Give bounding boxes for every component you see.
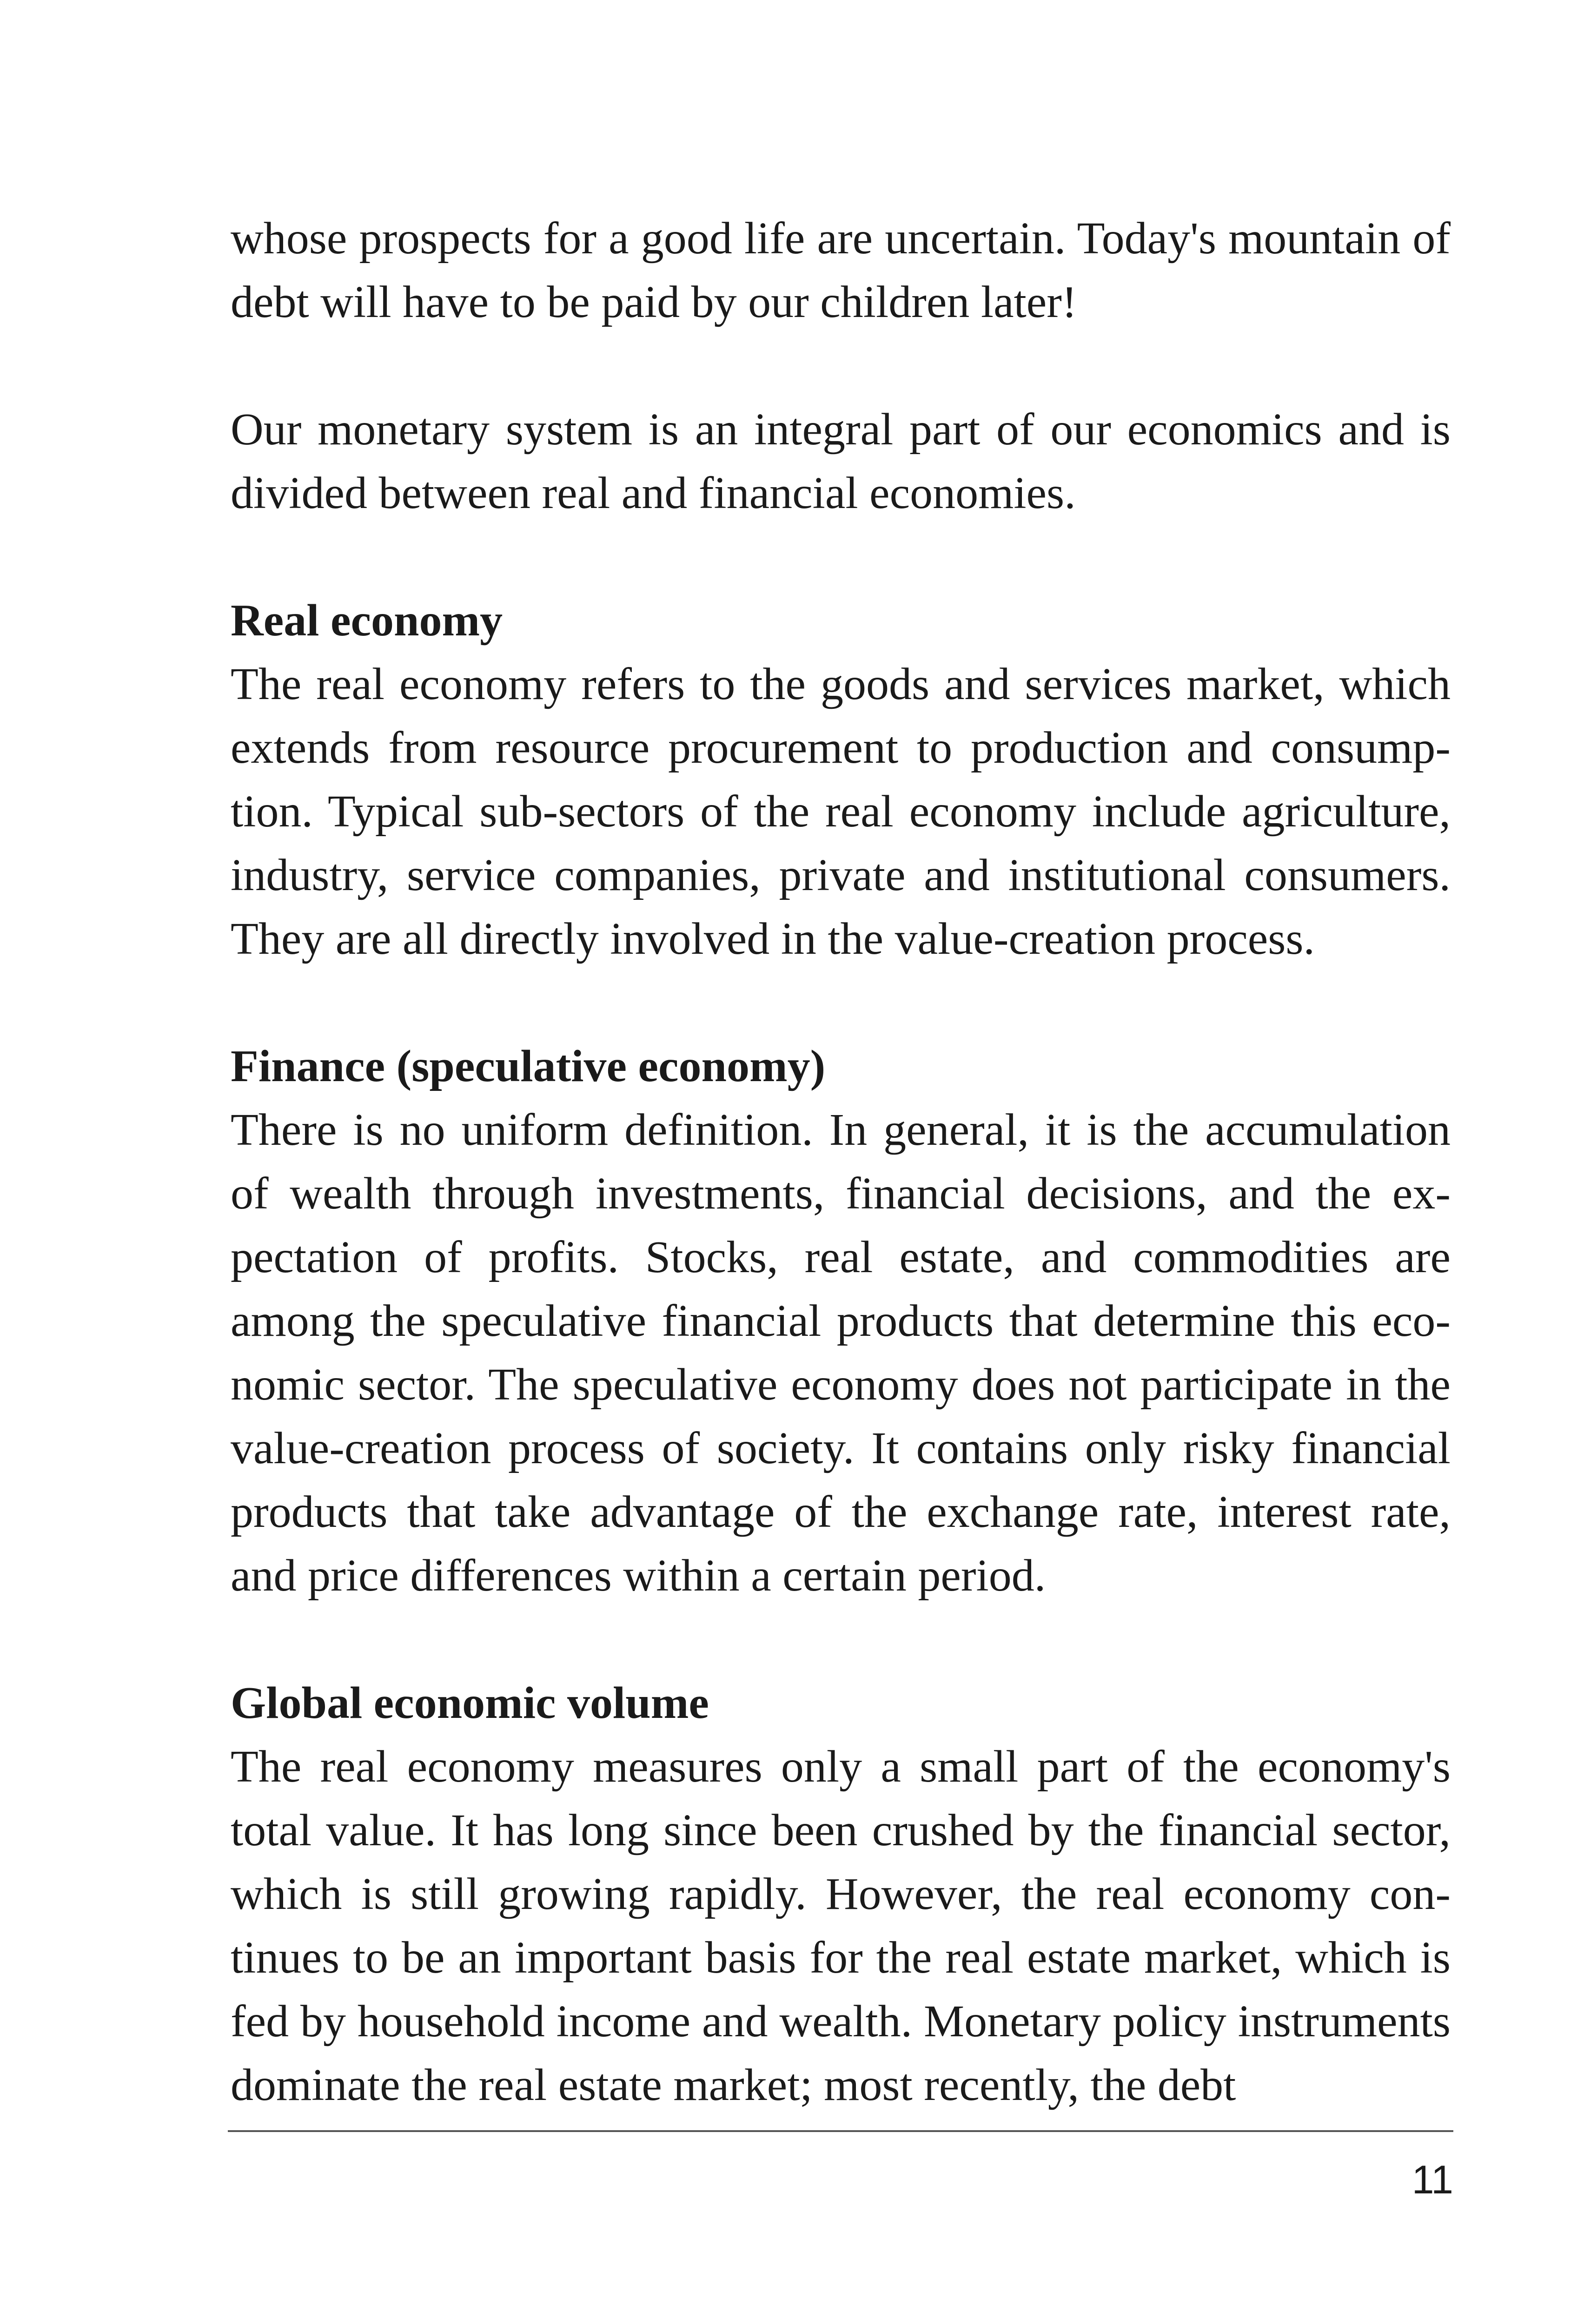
intro-paragraph-2: Our monetary system is an integral part of our economics and is divided between real and financial economies.: [231, 404, 1451, 518]
section-heading: Real economy: [231, 595, 503, 646]
section-body: The real economy refers to the goods and services market, which extends from resource procurement to production and consumption. Typical sub-sectors of the real economy include agriculture, industry, service companies, private and institutional consumers. They are all directly involved in the value-creation process.: [231, 659, 1451, 964]
page-number: 11: [1411, 2158, 1453, 2202]
section-heading: Global economic volume: [231, 1678, 709, 1728]
footer-divider: [228, 2130, 1453, 2132]
section-body: The real economy measures only a small part of the economy's total value. It has long since been crushed by the financial sector, which is still growing rapidly. However, the real economy continues to be an important basis for the real estate market, which is fed by household income and wealth. Monetary policy instruments dominate the real estate market; most recently, the debt: [231, 1742, 1451, 2110]
page-text: [231, 207, 1451, 2117]
section-body: There is no uniform definition. In general, it is the accumulation of wealth through investments, financial decisions, and the expectation of profits. Stocks, real estate, and commodities are among the speculative financial products that determine this economic sector. The speculative economy does not participate in the value-creation process of society. It contains only risky financial products that take advantage of the exchange rate, interest rate, and price differences within a certain period.: [231, 1105, 1451, 1601]
section-real-economy: [231, 589, 1451, 971]
section-heading: Finance (speculative economy): [231, 1041, 826, 1091]
intro-paragraph-1: whose prospects for a good life are uncertain. Today's mountain of debt will have to be paid by our children later!: [231, 213, 1451, 327]
section-finance: [231, 1035, 1451, 1608]
section-global-economic-volume: [231, 1671, 1451, 2117]
